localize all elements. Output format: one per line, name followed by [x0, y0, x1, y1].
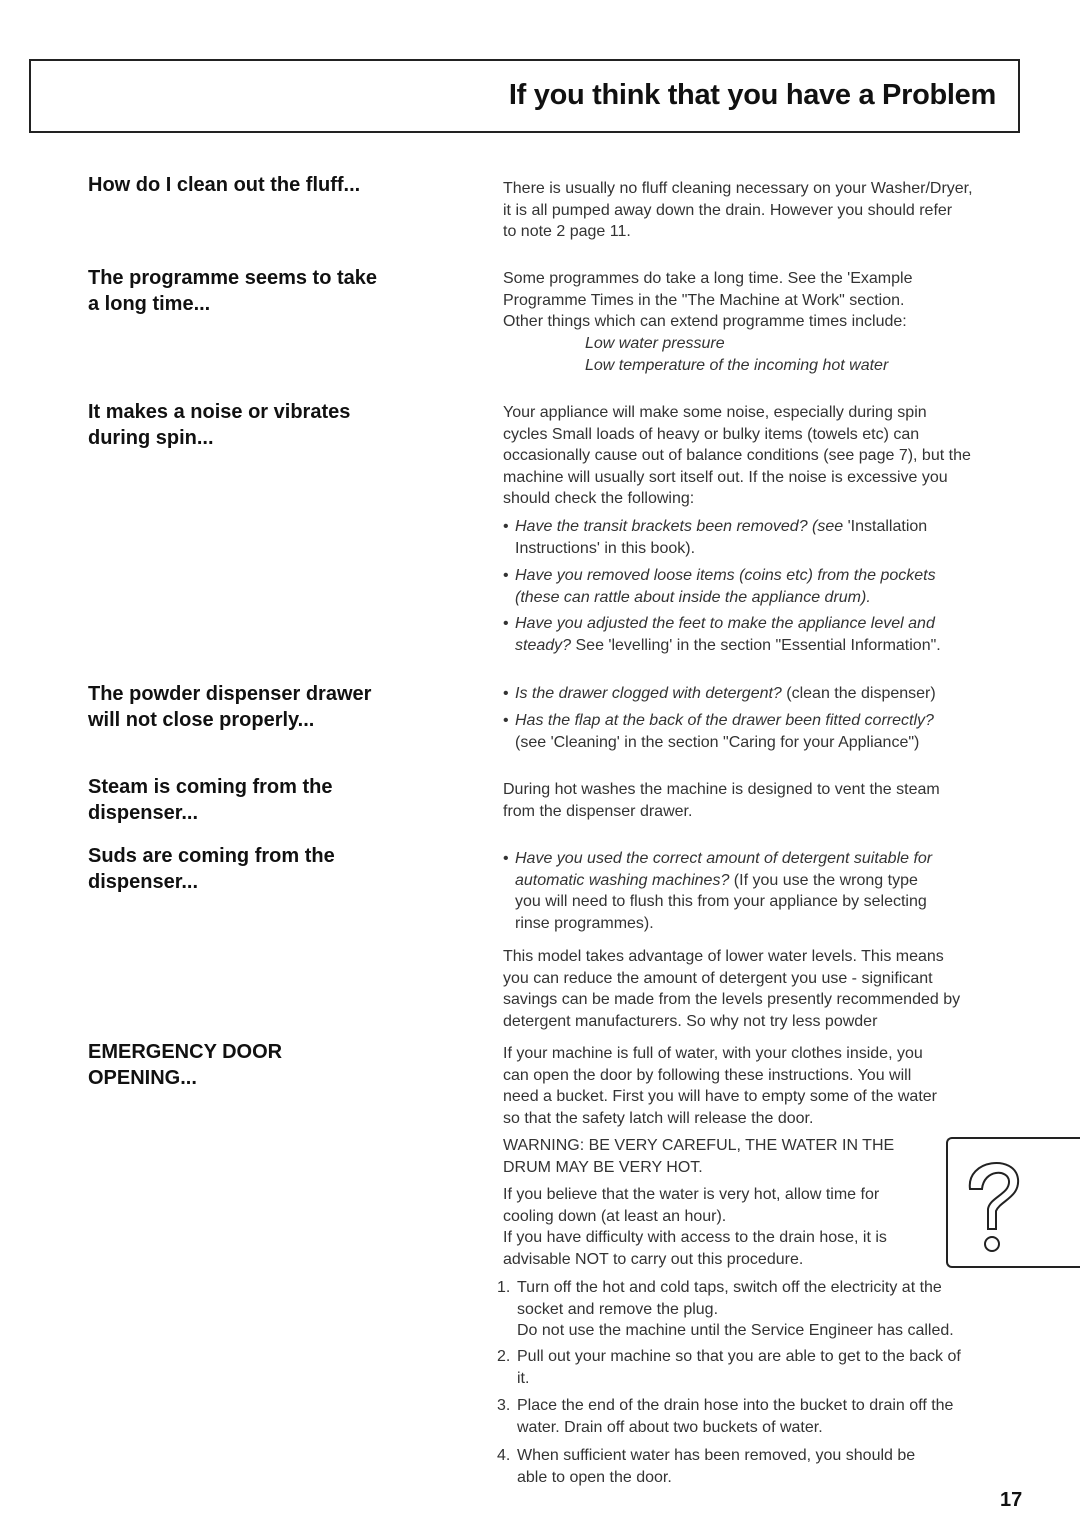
answer-programme: Some programmes do take a long time. See the 'Example Programme Times in the "The Machine at Work" section. Other things which can extend programme times include: [503, 270, 913, 331]
answer-emergency: If your machine is full of water, with your clothes inside, you can open the door by following these instructions. You will need a bucket. First you will have to empty some of the water so that the safety latch will release the door. [503, 1045, 937, 1127]
step-item: 3. Place the end of the drain hose into the bucket to drain off the water. Drain off about two buckets of water. [497, 1397, 954, 1436]
bullet-item: • Have you adjusted the feet to make the appliance level and steady? See 'levelling' in the section "Essential Information". [503, 615, 941, 654]
question-noise: It makes a noise or vibrates during spin... [88, 401, 351, 449]
answer-noise: Your appliance will make some noise, especially during spin cycles Small loads of heavy or bulky items (towels etc) can occasionally cause out of balance conditions (see page 7), but the machine will usually sort itself out. If the noise is excessive you should check the following: [503, 404, 971, 508]
bullet-item: • Have you removed loose items (coins etc) from the pockets (these can rattle about inside the appliance drum). [503, 567, 936, 606]
question-steam: Steam is coming from the dispenser... [88, 776, 333, 824]
question-mark-box [946, 1137, 1080, 1268]
question-drawer: The powder dispenser drawer will not close properly... [88, 683, 372, 731]
question-mark-icon [960, 1149, 1030, 1259]
question-emergency: EMERGENCY DOOR OPENING... [88, 1041, 283, 1089]
answer-fluff: There is usually no fluff cleaning necessary on your Washer/Dryer, it is all pumped away down the drain. However you should refer to note 2 page 11. [503, 180, 973, 241]
bullet-item: • Have the transit brackets been removed? (see 'Installation Instructions' in this book). [503, 518, 928, 557]
question-programme: The programme seems to take a long time... [88, 267, 377, 315]
question-suds: Suds are coming from the dispenser... [88, 845, 335, 893]
answer-suds: This model takes advantage of lower water levels. This means you can reduce the amount of detergent you use - significant savings can be made from the levels presently recommended by detergent manufacturers. So why not try less powder [503, 948, 961, 1030]
step-item: 4. When sufficient water has been removed, you should be able to open the door. [497, 1447, 916, 1486]
step-item: 1. Turn off the hot and cold taps, switch off the electricity at the socket and remove the plug. Do not use the machine until the Service Engineer has called. [497, 1279, 954, 1340]
programme-item: Low water pressure [585, 335, 725, 352]
hot-water-note: If you believe that the water is very hot, allow time for cooling down (at least an hour). [503, 1186, 880, 1225]
title-box [29, 59, 1020, 133]
step-item: 2. Pull out your machine so that you are able to get to the back of it. [497, 1348, 961, 1387]
programme-item: Low temperature of the incoming hot water [585, 357, 889, 374]
bullet-item: • Have you used the correct amount of detergent suitable for automatic washing machines? (If you use the wrong type you will need to flush this from your appliance by selecting rinse programmes). [503, 850, 933, 932]
bullet-item: • Has the flap at the back of the drawer been fitted correctly? (see 'Cleaning' in the section "Caring for your Appliance") [503, 712, 934, 751]
answer-steam: During hot washes the machine is designed to vent the steam from the dispenser drawer. [503, 781, 940, 820]
question-fluff: How do I clean out the fluff... [88, 174, 361, 196]
page-number: 17 [1000, 1489, 1023, 1511]
bullet-item: • Is the drawer clogged with detergent? (clean the dispenser) [503, 685, 936, 702]
page-title: If you think that you have a Problem [508, 79, 996, 111]
warning-text: WARNING: BE VERY CAREFUL, THE WATER IN THE DRUM MAY BE VERY HOT. [503, 1137, 895, 1176]
access-note: If you have difficulty with access to the drain hose, it is advisable NOT to carry out this procedure. [503, 1229, 887, 1268]
